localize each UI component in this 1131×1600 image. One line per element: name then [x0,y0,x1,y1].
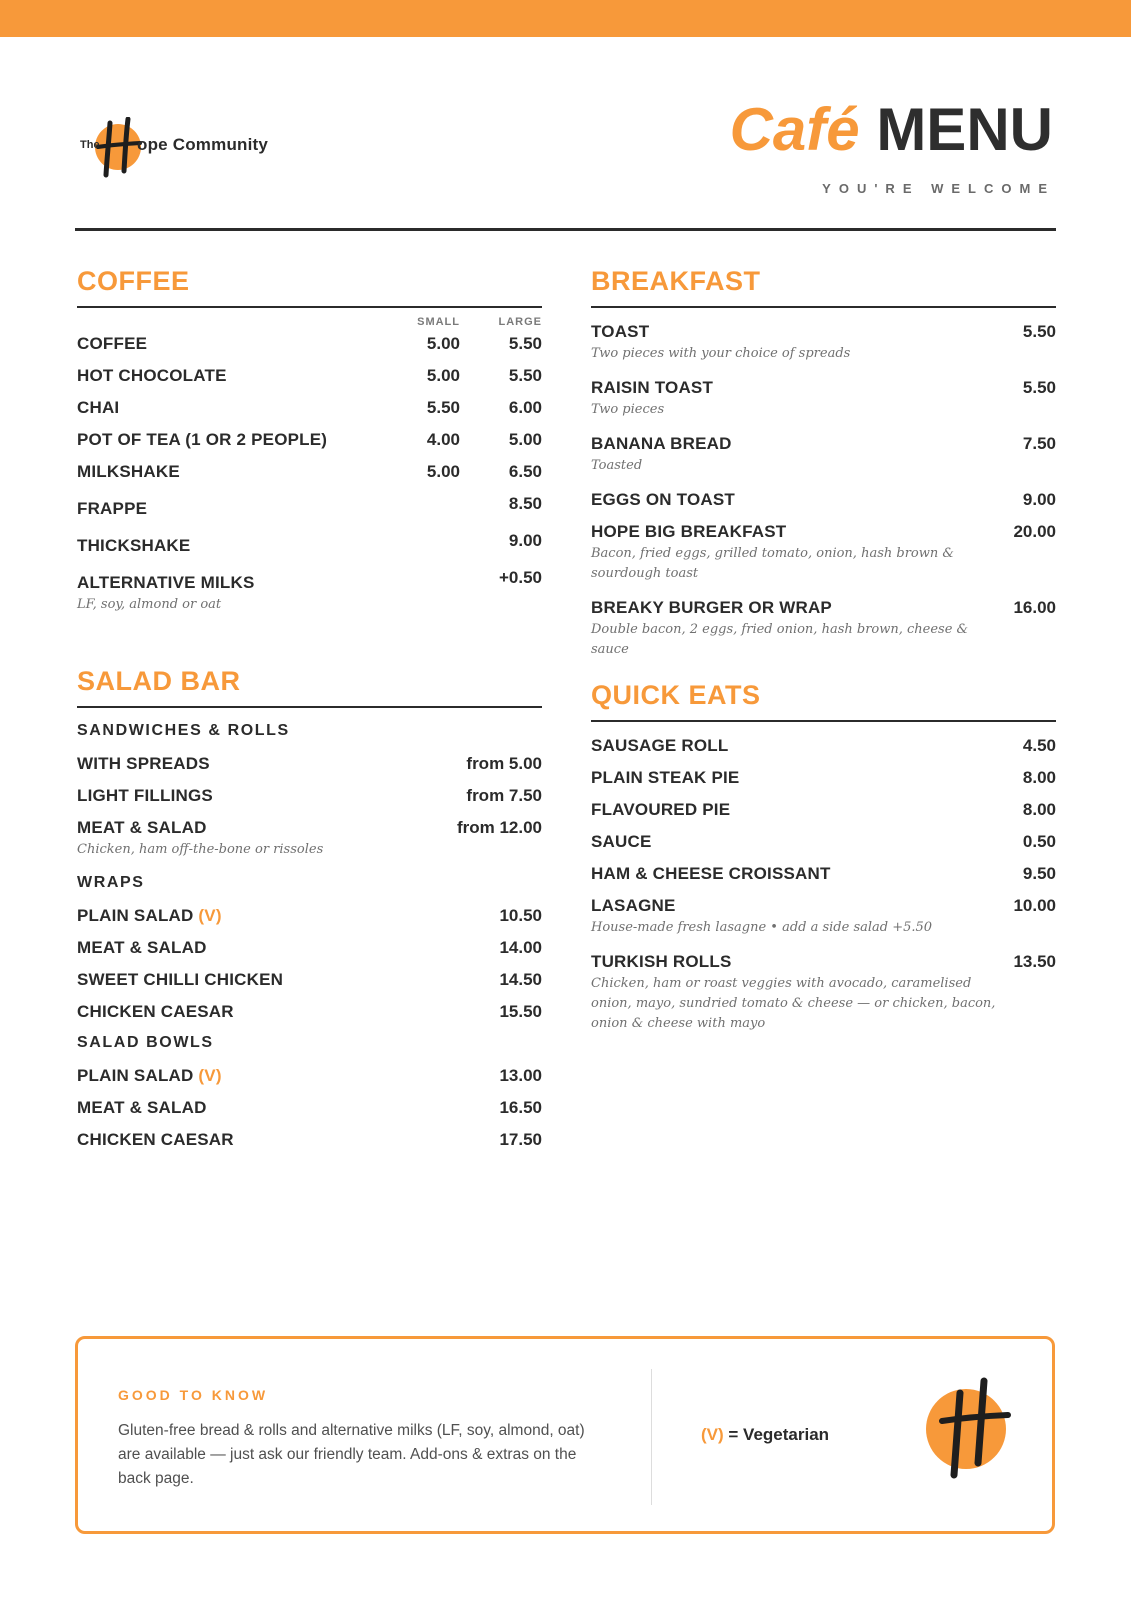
coffee-item [77,334,542,354]
item-name: MILKSHAKE [77,462,180,481]
item-name-text: HOPE BIG BREAKFAST [591,522,787,541]
item-prices [378,462,542,482]
menu-row [77,1130,542,1150]
price-small: 5.00 [426,462,460,481]
item-name [77,1098,207,1118]
item-name [77,754,210,774]
header-divider [75,228,1056,231]
item-description: Two pieces [591,402,665,417]
breakfast-section [591,268,1056,674]
item-name-text: MEAT & SALAD [77,938,207,957]
price-large: 6.00 [508,398,542,417]
price-large: +0.50 [498,568,542,587]
item-name-text: CHICKEN CAESAR [77,1002,234,1021]
coffee-item [77,366,542,386]
price-small: 5.50 [426,398,460,417]
menu-row [77,754,542,774]
item-prices [378,334,542,354]
item-name: POT OF TEA (1 OR 2 PEOPLE) [77,430,328,449]
item-name [77,1130,234,1150]
menu-row [77,1098,542,1118]
item-price: 5.50 [1022,322,1056,341]
breakfast-list [591,322,1056,660]
item-prices [378,494,542,514]
title-cafe: Café [729,96,860,163]
menu-item [77,906,542,926]
item-name [591,522,786,542]
item-name: CHAI [77,398,120,417]
menu-item [591,832,1056,852]
item-price: 20.00 [1013,522,1056,541]
item-name [77,1002,234,1022]
logo-name-text: ope Community [137,135,269,154]
menu-item [591,952,1056,1034]
item-price: from 12.00 [456,818,542,837]
price-small: 4.00 [426,430,460,449]
menu-row [591,434,1056,454]
item-name-text: RAISIN TOAST [591,378,714,397]
item-name-text: WITH SPREADS [77,754,210,773]
tagline: YOU'RE WELCOME [822,181,1055,196]
sandwich-list [77,754,542,860]
menu-item [77,786,542,806]
item-name-text: BANANA BREAD [591,434,732,453]
item-price: from 7.50 [466,786,542,805]
coffee-item [77,430,542,450]
item-price: 13.00 [499,1066,542,1085]
item-description: Two pieces with your choice of spreads [591,346,851,361]
brand-logo [80,117,280,181]
item-name [591,768,739,788]
item-name [591,896,676,916]
item-price: 15.50 [499,1002,542,1021]
item-price: 0.50 [1022,832,1056,851]
item-name [591,832,652,852]
item-prices [378,366,542,386]
menu-row [591,598,1056,618]
menu-row [591,832,1056,852]
menu-row [77,938,542,958]
menu-item [77,754,542,774]
menu-item [591,800,1056,820]
vegetarian-key-symbol: (V) [701,1425,724,1444]
menu-item [77,1130,542,1150]
vegetarian-badge: (V) [198,1066,222,1085]
item-price: 17.50 [499,1130,542,1149]
quick-eats-section [591,682,1056,1048]
menu-item [77,818,542,860]
item-name [591,800,730,820]
item-name-text: LIGHT FILLINGS [77,786,213,805]
item-name-text: HAM & CHEESE CROISSANT [591,864,831,883]
item-name: ALTERNATIVE MILKS [77,573,255,592]
item-prices [378,531,542,551]
menu-item [591,522,1056,584]
section-title-breakfast: BREAKFAST [591,268,1056,308]
vegetarian-key [701,1425,829,1445]
subhead-sandwiches: SANDWICHES & ROLLS [77,722,290,739]
coffee-section [77,268,542,629]
menu-item [591,736,1056,756]
menu-row [77,786,542,806]
item-price: 9.50 [1022,864,1056,883]
coffee-item [77,494,542,519]
coffee-price-header [77,316,542,328]
menu-item [591,490,1056,510]
subhead-salad-bowls: SALAD BOWLS [77,1034,214,1051]
section-title-coffee: COFFEE [77,268,542,308]
item-name-text: TURKISH ROLLS [591,952,732,971]
menu-row [77,906,542,926]
item-name: THICKSHAKE [77,536,191,555]
item-name-text: TOAST [591,322,650,341]
menu-row [591,768,1056,788]
item-prices [378,398,542,418]
good-to-know-box [75,1336,1055,1534]
menu-item [77,1002,542,1022]
menu-item [591,768,1056,788]
menu-row [77,531,542,556]
vegetarian-badge: (V) [198,906,222,925]
menu-row [591,490,1056,510]
item-price: 10.00 [1013,896,1056,915]
item-name [77,970,283,990]
item-name [591,434,732,454]
item-name [77,906,222,926]
hope-h-mark-icon [916,1375,1026,1485]
price-large: 5.50 [508,366,542,385]
item-name-text: PLAIN SALAD [77,1066,194,1085]
item-price: 8.00 [1022,768,1056,787]
good-to-know-label: GOOD TO KNOW [118,1387,269,1403]
item-price: 7.50 [1022,434,1056,453]
coffee-item [77,462,542,482]
menu-row [77,970,542,990]
menu-item [591,896,1056,938]
menu-row [77,398,542,418]
price-large: 9.00 [508,531,542,550]
item-description: Chicken, ham off-the-bone or rissoles [77,842,324,857]
item-name [591,378,713,398]
item-name [591,952,731,972]
menu-row [77,1066,542,1086]
menu-item [591,378,1056,420]
item-name [77,818,207,838]
price-large: 8.50 [508,494,542,513]
item-price: 14.00 [499,938,542,957]
menu-row [77,568,542,593]
item-prices [378,568,542,588]
logo-the-text: The [80,139,100,151]
menu-item [591,864,1056,884]
item-name-text: MEAT & SALAD [77,1098,207,1117]
menu-item [591,434,1056,476]
menu-item [77,1066,542,1086]
coffee-item [77,398,542,418]
price-large: 5.50 [508,334,542,353]
item-name-text: CHICKEN CAESAR [77,1130,234,1149]
salad-bar-section [77,668,542,1162]
menu-row [591,952,1056,972]
price-small [378,568,460,588]
item-name: FRAPPE [77,499,148,518]
page-title [729,96,1053,163]
menu-row [77,334,542,354]
menu-row [591,800,1056,820]
col-small-label: SMALL [417,316,460,328]
item-name-text: SAUSAGE ROLL [591,736,729,755]
price-small [378,494,460,514]
section-title-salad-bar: SALAD BAR [77,668,542,708]
item-price: 16.00 [1013,598,1056,617]
menu-item [77,938,542,958]
price-small: 5.00 [426,334,460,353]
item-price: 5.50 [1022,378,1056,397]
item-name-text: EGGS ON TOAST [591,490,735,509]
item-price: from 5.00 [466,754,542,773]
price-large: 6.50 [508,462,542,481]
item-price: 14.50 [499,970,542,989]
item-description: Toasted [591,458,643,473]
menu-item [591,322,1056,364]
title-menu: MENU [876,96,1053,163]
good-to-know-text: Gluten-free bread & rolls and alternative milks (LF, soy, almond, oat) are available — just ask our friendly team. Add-ons & extras on the back page. [118,1422,585,1487]
top-accent-bar [0,0,1131,37]
coffee-item [77,568,542,615]
item-description: Bacon, fried eggs, grilled tomato, onion, hash brown & sourdough toast [591,546,954,581]
price-small: 5.00 [426,366,460,385]
item-price: 10.50 [499,906,542,925]
item-description: House-made fresh lasagne • add a side salad +5.50 [591,920,933,935]
item-price: 8.00 [1022,800,1056,819]
item-description: Chicken, ham or roast veggies with avocado, caramelised onion, mayo, sundried tomato & cheese — or chicken, bacon, onion & cheese with mayo [591,976,996,1031]
item-price: 16.50 [499,1098,542,1117]
footer-divider [651,1369,652,1505]
item-name-text: PLAIN SALAD [77,906,194,925]
item-name [591,598,832,618]
item-price: 13.50 [1013,952,1056,971]
menu-row [77,366,542,386]
item-name-text: SWEET CHILLI CHICKEN [77,970,284,989]
item-name [591,736,728,756]
menu-row [591,522,1056,542]
item-name-text: BREAKY BURGER OR WRAP [591,598,832,617]
item-name [591,322,649,342]
item-name-text: PLAIN STEAK PIE [591,768,740,787]
wrap-list [77,906,542,1022]
item-prices [378,430,542,450]
item-name-text: LASAGNE [591,896,676,915]
item-name [77,1066,222,1086]
menu-item [77,1098,542,1118]
item-description: LF, soy, almond or oat [77,597,222,612]
menu-row [77,1002,542,1022]
price-large: 5.00 [508,430,542,449]
item-price: 9.00 [1022,490,1056,509]
bowl-list [77,1066,542,1150]
item-description: Double bacon, 2 eggs, fried onion, hash brown, cheese & sauce [591,622,969,657]
item-name-text: FLAVOURED PIE [591,800,731,819]
menu-row [591,864,1056,884]
vegetarian-key-text: = Vegetarian [723,1425,830,1444]
item-name [591,490,735,510]
menu-row [591,736,1056,756]
item-name: HOT CHOCOLATE [77,366,227,385]
quick-eats-list [591,736,1056,1034]
item-price: 4.50 [1022,736,1056,755]
menu-row [77,494,542,519]
col-large-label: LARGE [498,316,542,328]
menu-row [591,322,1056,342]
item-name [591,864,831,884]
menu-row [77,818,542,838]
coffee-item [77,531,542,556]
coffee-list [77,334,542,615]
item-name: COFFEE [77,334,148,353]
menu-item [77,970,542,990]
item-name [77,938,207,958]
menu-row [77,430,542,450]
menu-row [591,896,1056,916]
subhead-wraps: WRAPS [77,874,145,891]
item-name [77,786,213,806]
menu-item [591,598,1056,660]
section-title-quick-eats: QUICK EATS [591,682,1056,722]
item-name-text: SAUCE [591,832,652,851]
menu-row [591,378,1056,398]
price-small [378,531,460,551]
item-name-text: MEAT & SALAD [77,818,207,837]
menu-row [77,462,542,482]
